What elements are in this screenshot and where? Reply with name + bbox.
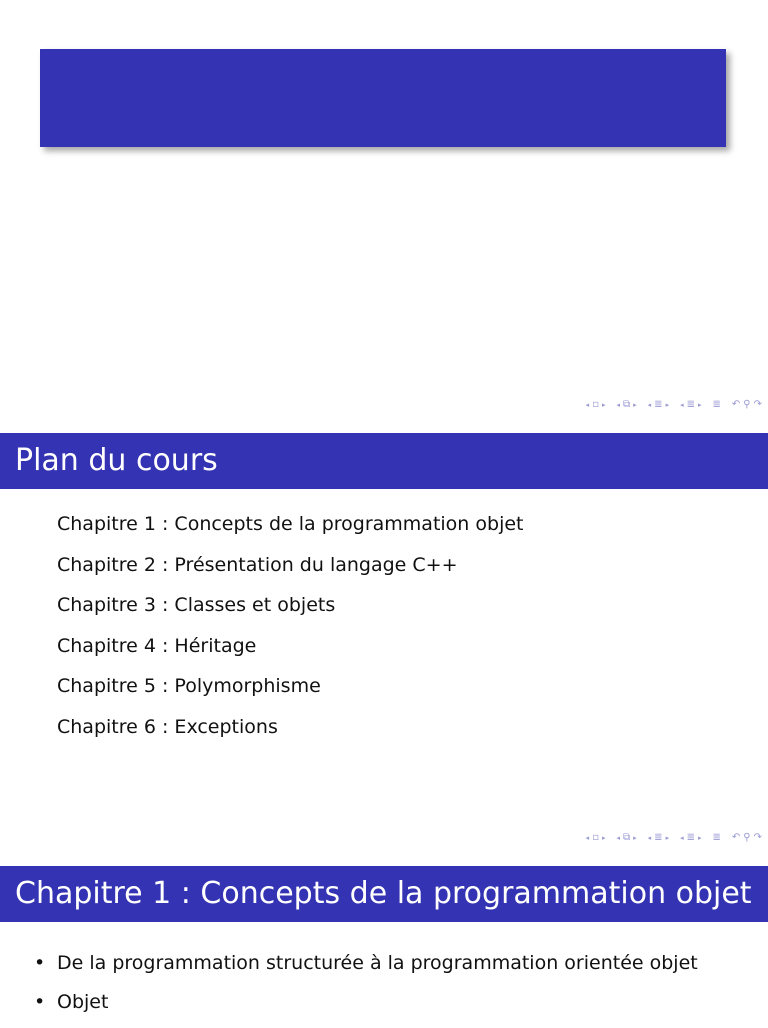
section-left-icon[interactable]: ◂ [647, 401, 652, 409]
back-icon[interactable]: ↶ [731, 832, 741, 843]
section-right-icon[interactable]: ▸ [665, 834, 670, 842]
toc-left-icon[interactable]: ◂ [680, 834, 684, 842]
bullet-list [34, 950, 698, 1028]
search-icon[interactable]: ⚲ [743, 399, 751, 410]
frame-right-icon[interactable]: ▸ [601, 401, 606, 409]
frame-icon[interactable]: ▫ [592, 399, 599, 410]
chapter-item[interactable]: Chapitre 3 : Classes et objets [57, 594, 336, 617]
forward-icon[interactable]: ↷ [753, 399, 762, 410]
subsection-icon[interactable]: ⧉ [623, 832, 631, 843]
chapter1-slide [0, 866, 768, 1024]
section-left-icon[interactable]: ◂ [647, 834, 652, 842]
subsection-left-icon[interactable]: ◂ [616, 401, 620, 409]
search-icon[interactable]: ⚲ [743, 832, 751, 843]
title-box [40, 49, 726, 147]
toc-right-icon[interactable]: ▸ [697, 401, 702, 409]
frame-title: Chapitre 1 : Concepts de la programmation objet [0, 866, 768, 922]
bullet-item [34, 989, 698, 1028]
subsection-right-icon[interactable]: ▸ [633, 401, 637, 409]
frame-icon[interactable]: ▫ [592, 832, 599, 843]
frame-right-icon[interactable]: ▸ [601, 834, 606, 842]
beamer-navigation-bar [586, 398, 762, 412]
frame-title: Plan du cours [0, 433, 768, 489]
toc-right-icon[interactable]: ▸ [697, 834, 702, 842]
chapter-item[interactable]: Chapitre 1 : Concepts de la programmation objet [57, 513, 524, 535]
section-right-icon[interactable]: ▸ [665, 401, 670, 409]
chapter-item[interactable]: Chapitre 2 : Présentation du langage C++ [57, 553, 458, 576]
beamer-navigation-bar [586, 831, 762, 845]
bullet-text: Objet [57, 991, 109, 1013]
section-icon[interactable]: ≣ [654, 399, 663, 410]
chapter-item[interactable]: Chapitre 6 : Exceptions [57, 715, 278, 738]
plan-slide [0, 433, 768, 866]
bullet-text: De la programmation structurée à la programmation orientée objet [57, 952, 698, 974]
subsection-left-icon[interactable]: ◂ [616, 834, 620, 842]
subsection-icon[interactable]: ⧉ [623, 399, 631, 410]
toc-icon[interactable]: ≣ [686, 399, 695, 410]
bullet-item [34, 950, 698, 989]
chapter-item[interactable]: Chapitre 4 : Héritage [57, 634, 257, 657]
align-icon[interactable]: ≣ [712, 832, 721, 843]
frame-left-icon[interactable]: ◂ [585, 401, 590, 409]
title-slide [0, 0, 768, 433]
section-icon[interactable]: ≣ [654, 832, 663, 843]
back-icon[interactable]: ↶ [731, 399, 741, 410]
frame-left-icon[interactable]: ◂ [585, 834, 590, 842]
align-icon[interactable]: ≣ [712, 399, 721, 410]
bullet-icon: • [34, 991, 46, 1013]
chapter-list [57, 511, 524, 755]
subsection-right-icon[interactable]: ▸ [633, 834, 637, 842]
bullet-icon: • [34, 952, 46, 974]
toc-left-icon[interactable]: ◂ [680, 401, 684, 409]
forward-icon[interactable]: ↷ [753, 832, 762, 843]
toc-icon[interactable]: ≣ [686, 832, 695, 843]
chapter-item[interactable]: Chapitre 5 : Polymorphisme [57, 675, 321, 698]
